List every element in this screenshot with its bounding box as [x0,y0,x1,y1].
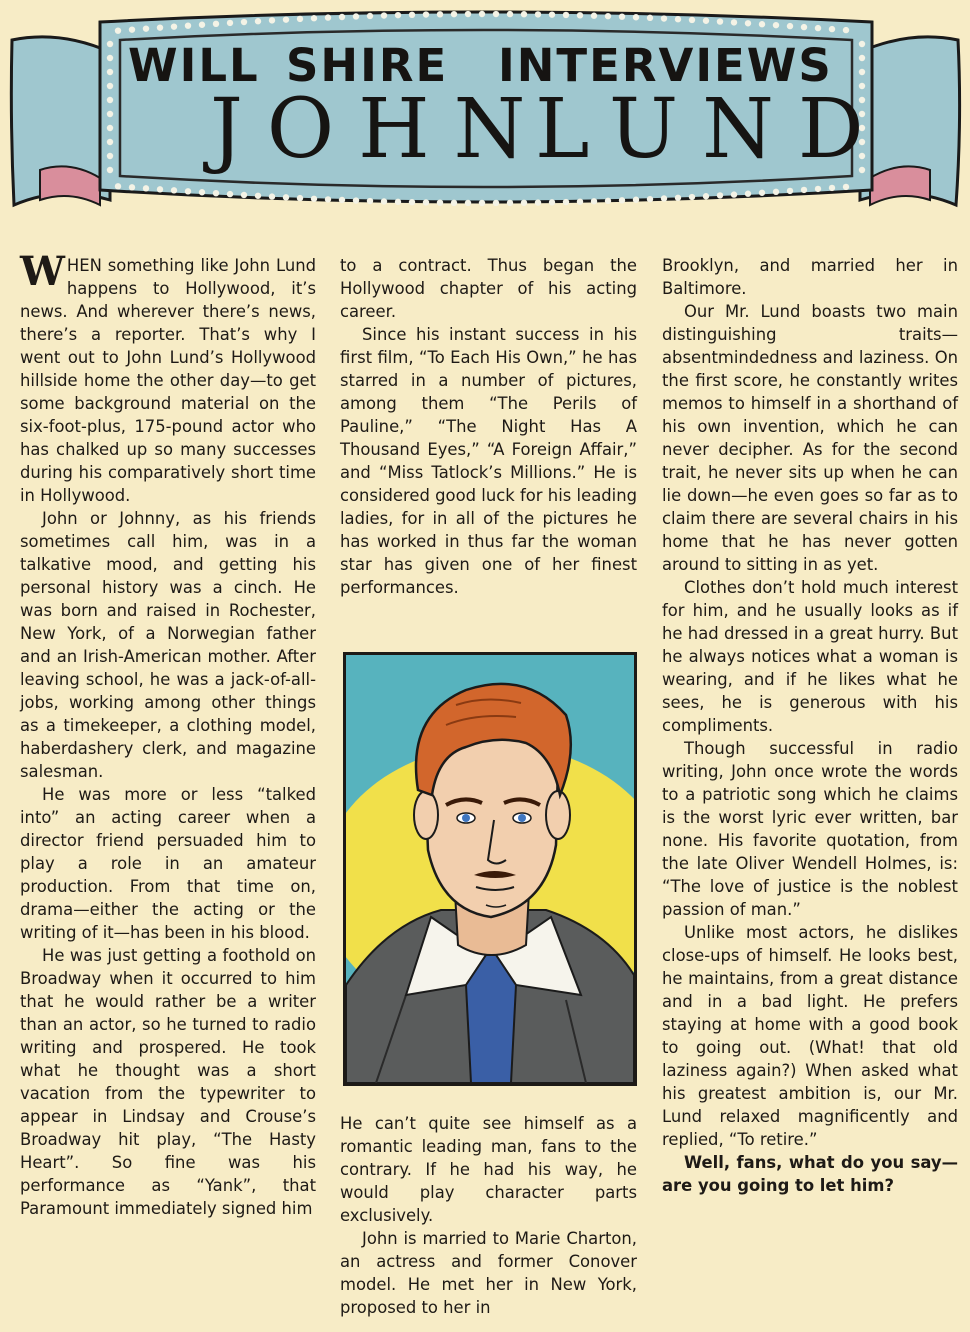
ribbon-dot [367,198,373,204]
article-column-3 [662,254,958,1197]
ribbon-dot [353,13,359,19]
ribbon-dot [367,13,373,19]
ribbon-dot [297,16,303,22]
ribbon-dot [107,97,113,103]
ribbon-dot [269,193,275,199]
ribbon-dot [859,69,865,75]
ribbon-dot [633,14,639,20]
ribbon-dot [157,186,163,192]
ribbon-dot [859,55,865,61]
ribbon-dot [381,198,387,204]
ribbon-dot [437,11,443,17]
ribbon-dot [675,195,681,201]
ribbon-dot [563,12,569,18]
ribbon-dot [549,11,555,17]
ribbon-dot [143,25,149,31]
ribbon-dot [395,199,401,205]
ribbon-dot [115,27,121,33]
ribbon-dot [107,125,113,131]
ribbon-dot [507,200,513,206]
ribbon-dot [409,12,415,18]
john-lund-portrait [343,652,637,1086]
ribbon-dot [311,15,317,21]
ribbon-dot [549,199,555,205]
ribbon-dot [465,11,471,17]
ribbon-dot [107,153,113,159]
ribbon-dot [815,186,821,192]
ribbon-dot [535,11,541,17]
ribbon-dot [129,26,135,32]
ribbon-dot [647,15,653,21]
ribbon-dot [171,187,177,193]
ribbon-dot [283,16,289,22]
ribbon-dot [171,23,177,29]
ribbon-dot [829,185,835,191]
ribbon-dot [115,183,121,189]
drop-cap: W [20,248,65,295]
ribbon-dot [297,195,303,201]
ribbon-dot [787,23,793,29]
ribbon-dot [745,191,751,197]
ribbon-dot [465,200,471,206]
ribbon-dot [227,20,233,26]
ribbon-dot [255,193,261,199]
paragraph: He was more or less “talked into” an acting career when a director friend persuaded him to play a role in an amateur production. From that time on, drama—either the acting or the writing of it—has been in his blood. [20,785,316,942]
ribbon-dot [745,20,751,26]
ribbon-dot [269,17,275,23]
ribbon-dot [423,11,429,17]
paragraph: John or Johnny, as his friends sometimes call him, was in a talkative mood, and getting his personal history was a cinch. He was born and raised in Rochester, New York, of a Norwegian father and an Irish-American mother. After leaving school, he was a jack-of-all-jobs, working among other things as a timekeeper, a clothing model, haberdashery clerk, and magazine salesman. [20,509,316,781]
ribbon-dot [185,22,191,28]
banner-word-lund: LUND [535,82,888,177]
ribbon-dot [717,192,723,198]
ribbon-dot [227,191,233,197]
ribbon-dot [619,13,625,19]
ribbon-dot [107,167,113,173]
ribbon-dot [185,188,191,194]
ribbon-dot [591,13,597,19]
banner-word-will: WILL [128,39,260,92]
ribbon-dot [451,200,457,206]
ribbon-dot [843,27,849,33]
ribbon-dot [577,198,583,204]
ribbon-dot [787,188,793,194]
ribbon-dot [731,19,737,25]
ribbon-dot [675,16,681,22]
paragraph: Brooklyn, and married her in Baltimore. [662,256,958,298]
ribbon-dot [759,190,765,196]
ribbon-dot [479,200,485,206]
ribbon-dot [157,24,163,30]
paragraph: Though successful in radio writing, John once wrote the words to a patriotic song which he claims is the worst lyric ever written, bar none. His favorite quotation, from the late Oliver Wendell Holmes, is: “The love of justice is the noblest passion of man.” [662,739,958,919]
ribbon-dot [241,192,247,198]
ribbon-dot [801,24,807,30]
ribbon-dot [801,187,807,193]
ribbon-dot [773,189,779,195]
ribbon-dot [661,195,667,201]
ribbon-dot [129,184,135,190]
article-column-2 [340,254,637,599]
ribbon-dot [423,199,429,205]
ribbon-dot [493,11,499,17]
ribbon-dot [717,18,723,24]
ribbon-dot [283,194,289,200]
ribbon-dot [619,197,625,203]
ribbon-dot [759,21,765,27]
ribbon-dot [381,12,387,18]
ribbon-dot [703,18,709,24]
ribbon-dot [661,15,667,21]
banner-word-john: JOHN [210,82,550,177]
ribbon-dot [689,194,695,200]
ribbon-dot [605,198,611,204]
ribbon-dot [577,12,583,18]
paragraph: Clothes don’t hold much interest for him, and he usually looks as if he had dressed in a great hurry. But he always notices what a woman is wearing, and if he likes what he sees, he is generous with his compliments. [662,578,958,735]
ribbon-dot [633,197,639,203]
ribbon-dot [395,12,401,18]
ribbon-dot [199,189,205,195]
ribbon-dot [507,11,513,17]
ribbon-dot [107,69,113,75]
paragraph: Unlike most actors, he dislikes close-ups of himself. He looks best, he maintains, from a great distance and in a bad light. He prefers staying at home with a good book to going out. (What! that old laziness again?) When asked what his greatest ambition is, our Mr. Lund relaxed magnificently and replied, “To retire.” [662,923,958,1149]
ribbon-dot [353,197,359,203]
article-column-2-lower [340,1112,637,1319]
ribbon-dot [647,196,653,202]
ribbon-dot [731,191,737,197]
banner-word-shire: SHIRE [286,39,449,92]
ribbon-dot [859,41,865,47]
paragraph: WHEN something like John Lund happens to Hollywood, it’s news. And wherever there’s news, there’s a reporter. That’s why I went out to John Lund’s Hollywood hillside home the other day—to get some background material on the six-foot-plus, 175-pound actor who has chalked up so many successes during his comparatively short time in Hollywood. [20,248,316,505]
ribbon-dot [107,111,113,117]
paragraph: He can’t quite see himself as a romantic leading man, fans to the contrary. If he had his way, he would play character parts exclusively. [340,1114,637,1225]
ribbon-dot [339,197,345,203]
paragraph: He was just getting a foothold on Broadway when it occurred to him that he would rather be a writer than an actor, so he turned to radio writing and prospered. He took what he thought was a short vacation from the typewriter to appear in Lindsay and Crouse’s Broadway hit play, “The Hasty Heart”. So fine was his performance as “Yank”, that Paramount immediately signed him [20,946,316,1218]
ribbon-dot [311,196,317,202]
ribbon-dot [143,185,149,191]
portrait-illustration [346,655,634,1083]
ribbon-dot [325,196,331,202]
paragraph: Our Mr. Lund boasts two main distinguishing traits—absentmindedness and laziness. On the first score, he constantly writes memos to himself in a shorthand of his own invention, which he can never decipher. As for the second trait, he never sits up when he can lie down—he even goes so far as to claim there are several chairs in his home that he has never gotten around to sitting in as yet. [662,302,958,574]
ribbon-dot [829,26,835,32]
ribbon-dot [535,199,541,205]
ribbon-dot [451,11,457,17]
article-column-1 [20,248,316,1220]
ribbon-dot [339,14,345,20]
ribbon-dot [241,19,247,25]
banner-word-interviews: INTERVIEWS [498,39,833,92]
ribbon-dot [815,25,821,31]
ribbon-dot [521,200,527,206]
ribbon-dot [107,139,113,145]
ribbon-dot [843,184,849,190]
ribbon-dot [213,21,219,27]
paragraph: Well, fans, what do you say—are you going to let him? [662,1153,958,1195]
ribbon-dot [107,41,113,47]
ribbon-dot [107,55,113,61]
ribbon-dot [591,198,597,204]
ribbon-dot [255,18,261,24]
paragraph: to a contract. Thus began the Hollywood chapter of his acting career. [340,256,637,321]
ribbon-dot [437,199,443,205]
ribbon-dot [213,190,219,196]
ribbon-dot [773,22,779,28]
ribbon-dot [605,13,611,19]
ribbon-dot [563,199,569,205]
paragraph: Since his instant success in his first film, “To Each His Own,” he has starred in a number of pictures, among them “The Perils of Pauline,” “The Night Has A Thousand Eyes,” “A Foreign Affair,” and “Miss Tatlock’s Millions.” He is considered good luck for his leading ladies, for in all of the pictures he has worked in thus far the woman star has given one of her finest performances. [340,325,637,597]
title-banner [0,0,970,232]
ribbon-dot [493,200,499,206]
ribbon-dot [325,14,331,20]
ribbon-dot [703,193,709,199]
ribbon-dot [199,22,205,28]
ribbon-dot [409,199,415,205]
ribbon-dot [107,83,113,89]
ribbon-dot [521,11,527,17]
ribbon-dot [689,17,695,23]
paragraph: John is married to Marie Charton, an actress and former Conover model. He met her in New York, proposed to her in [340,1229,637,1317]
ribbon-dot [479,11,485,17]
